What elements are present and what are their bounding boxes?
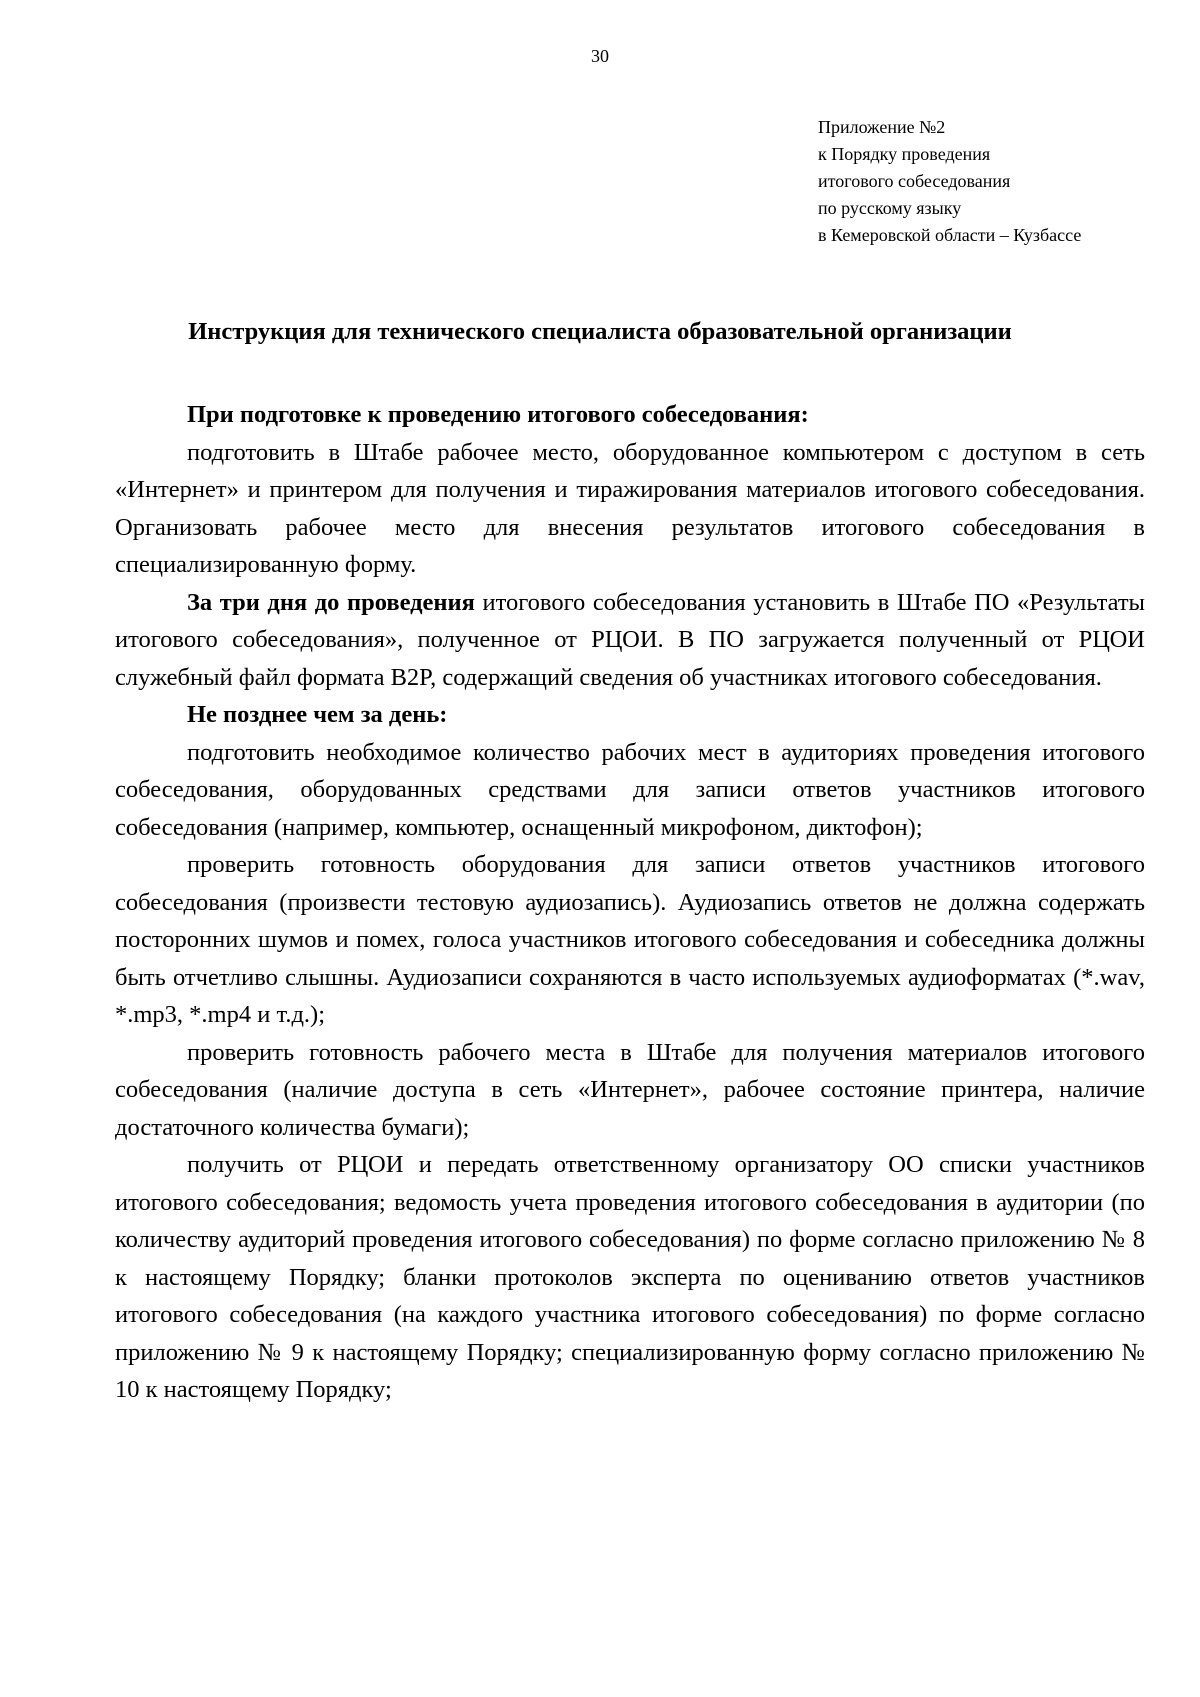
section-heading-preparation: При подготовке к проведению итогового собеседования: <box>187 401 809 428</box>
appendix-line: Приложение №2 <box>818 117 946 137</box>
appendix-line: в Кемеровской области – Кузбассе <box>818 225 1082 245</box>
paragraph-day-before-item: проверить готовность оборудования для записи ответов участников итогового собеседования (произвести тестовую аудиозапись). Аудиозапись ответов не должна содержать посторонних шумов и помех, голоса участников итогового собеседования и собеседника должны быть отчетливо слышны. Аудиозаписи сохраняются в часто используемых аудиоформатах (*.wav, *.mp3, *.mp4 и т.д.); <box>115 851 1145 1028</box>
paragraph-three-days <box>115 584 1145 697</box>
appendix-line: по русскому языку <box>818 198 962 218</box>
paragraph-day-before-item: получить от РЦОИ и передать ответственному организатору ОО списки участников итогового собеседования; ведомость учета проведения итогового собеседования в аудитории (по количеству аудиторий проведения итогового собеседования) по форме согласно приложению № 8 к настоящему Порядку; бланки протоколов эксперта по оцениванию ответов участников итогового собеседования (на каждого участника итогового собеседования) по форме согласно приложению № 9 к настоящему Порядку; специализированную форму согласно приложению № 10 к настоящему Порядку; <box>115 1151 1145 1403</box>
paragraph-preparation: подготовить в Штабе рабочее место, оборудованное компьютером с доступом в сеть «Интернет» и принтером для получения и тиражирования материалов итогового собеседования. Организовать рабочее место для внесения результатов итогового собеседования в специализированную форму. <box>115 438 1145 578</box>
section-heading-day-before: Не позднее чем за день: <box>187 701 448 728</box>
paragraph-day-before-item: подготовить необходимое количество рабочих мест в аудиториях проведения итогового собеседования, оборудованных средствами для записи ответов участников итогового собеседования (например, компьютер, оснащенный микрофоном, диктофон); <box>115 738 1145 841</box>
appendix-line: к Порядку проведения <box>818 144 991 164</box>
three-days-emphasis: За три дня до проведения <box>187 588 475 616</box>
three-days-text: итогового собеседования установить в Штабе ПО «Результаты итогового собеседования», полученное от РЦОИ. В ПО загружается полученный от РЦОИ служебный файл формата B2P, содержащий сведения об участниках итогового собеседования. <box>115 588 1145 691</box>
paragraph-day-before-item: проверить готовность рабочего места в Штабе для получения материалов итогового собеседования (наличие доступа в сеть «Интернет», рабочее состояние принтера, наличие достаточного количества бумаги); <box>115 1038 1145 1141</box>
appendix-line: итогового собеседования <box>818 171 1011 191</box>
appendix-note <box>818 114 1081 249</box>
document-body <box>115 396 1145 1409</box>
document-title: Инструкция для технического специалиста образовательной организации <box>188 318 1012 345</box>
page-number: 30 <box>591 46 609 66</box>
